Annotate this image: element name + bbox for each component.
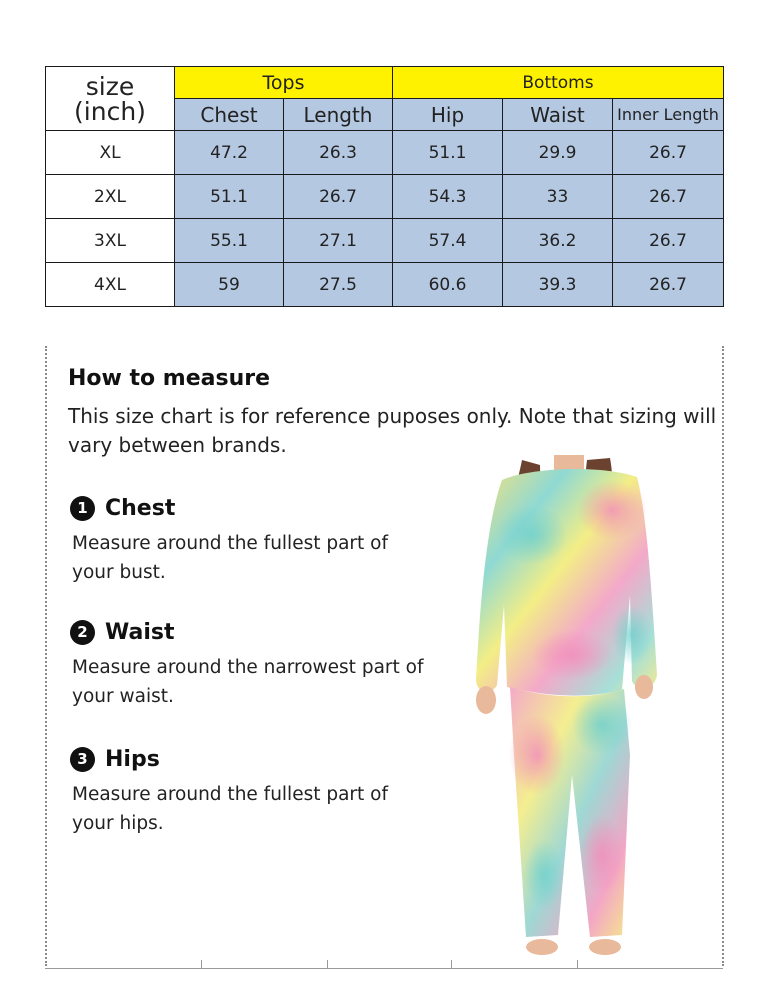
dotted-border-right xyxy=(722,346,724,966)
waist-cell: 29.9 xyxy=(503,131,613,175)
inner-length-cell: 26.7 xyxy=(613,175,724,219)
table-row xyxy=(46,131,724,175)
section-description: Measure around the fullest part of your bust. xyxy=(72,533,388,583)
length-cell: 26.7 xyxy=(284,175,393,219)
size-label: size xyxy=(85,71,135,101)
section-title: Hips xyxy=(105,746,160,772)
tops-header: Tops xyxy=(175,67,393,99)
rule-tick xyxy=(201,960,202,969)
table-row xyxy=(46,175,724,219)
chest-cell: 51.1 xyxy=(175,175,284,219)
table-corner-label xyxy=(46,67,175,131)
hip-cell: 57.4 xyxy=(393,219,503,263)
chest-cell: 47.2 xyxy=(175,131,284,175)
size-cell: XL xyxy=(46,131,175,175)
how-to-measure-intro: This size chart is for reference puposes only. Note that sizing will vary between brands. xyxy=(68,404,717,457)
length-cell: 26.3 xyxy=(284,131,393,175)
number-badge-icon: 1 xyxy=(70,496,95,521)
table-row xyxy=(46,219,724,263)
hip-cell: 60.6 xyxy=(393,263,503,307)
bottoms-header: Bottoms xyxy=(393,67,724,99)
waist-cell: 36.2 xyxy=(503,219,613,263)
size-chart-table xyxy=(45,66,724,307)
how-to-measure-title: How to measure xyxy=(68,366,271,391)
hip-cell: 54.3 xyxy=(393,175,503,219)
waist-cell: 39.3 xyxy=(503,263,613,307)
section-title: Chest xyxy=(105,495,176,521)
column-header-waist: Waist xyxy=(503,99,613,131)
column-header-inner-length: Inner Length xyxy=(613,99,724,131)
chest-cell: 55.1 xyxy=(175,219,284,263)
length-cell: 27.1 xyxy=(284,219,393,263)
column-header-chest: Chest xyxy=(175,99,284,131)
section-description: Measure around the narrowest part of your waist. xyxy=(72,657,424,707)
size-cell: 2XL xyxy=(46,175,175,219)
inner-length-cell: 26.7 xyxy=(613,219,724,263)
column-header-hip: Hip xyxy=(393,99,503,131)
inner-length-cell: 26.7 xyxy=(613,131,724,175)
section-title: Waist xyxy=(105,619,175,645)
measure-section-waist xyxy=(70,617,430,711)
chest-cell: 59 xyxy=(175,263,284,307)
unit-label: (inch) xyxy=(74,96,146,126)
size-cell: 3XL xyxy=(46,219,175,263)
measure-section-chest xyxy=(70,493,430,587)
hip-cell: 51.1 xyxy=(393,131,503,175)
waist-cell: 33 xyxy=(503,175,613,219)
model-photo xyxy=(462,455,672,965)
column-header-length: Length xyxy=(284,99,393,131)
number-badge-icon: 3 xyxy=(70,747,95,772)
number-badge-icon: 2 xyxy=(70,620,95,645)
dotted-border-left xyxy=(45,346,47,966)
bottom-rule xyxy=(45,968,723,969)
rule-tick xyxy=(451,960,452,969)
rule-tick xyxy=(327,960,328,969)
section-description: Measure around the fullest part of your hips. xyxy=(72,784,388,834)
length-cell: 27.5 xyxy=(284,263,393,307)
size-cell: 4XL xyxy=(46,263,175,307)
inner-length-cell: 26.7 xyxy=(613,263,724,307)
table-row xyxy=(46,263,724,307)
measure-section-hips xyxy=(70,744,430,838)
